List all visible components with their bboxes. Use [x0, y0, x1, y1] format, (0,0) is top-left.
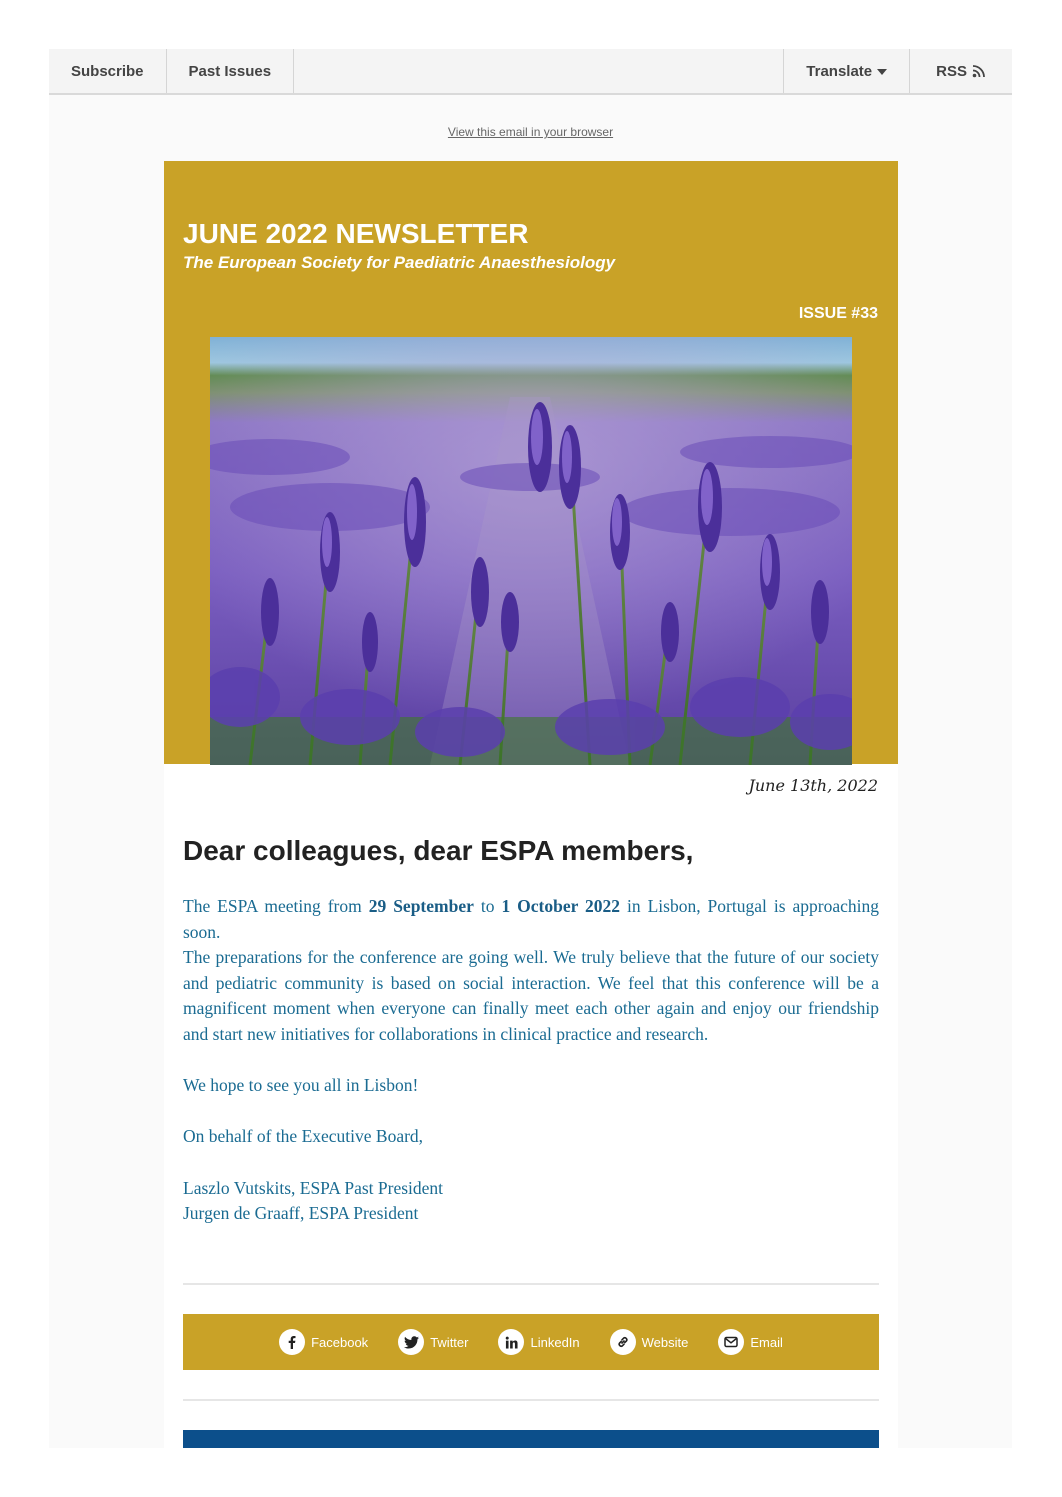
link-icon — [610, 1329, 636, 1355]
newsletter-card — [164, 161, 898, 1448]
social-links-bar — [183, 1314, 879, 1370]
facebook-icon — [279, 1329, 305, 1355]
twitter-link[interactable] — [398, 1329, 468, 1355]
paragraph-gap — [183, 1099, 879, 1125]
email-label: Email — [750, 1334, 783, 1350]
paragraph-gap — [183, 1048, 879, 1074]
paragraph-meeting — [183, 894, 879, 945]
signature-president: Jurgen de Graaff, ESPA President — [183, 1203, 419, 1224]
divider-bottom — [183, 1399, 879, 1401]
issue-number: ISSUE #33 — [798, 305, 878, 322]
nav-spacer — [294, 49, 784, 93]
newsletter-title: JUNE 2022 NEWSLETTER — [183, 218, 529, 249]
email-link[interactable] — [718, 1329, 783, 1355]
divider-top — [183, 1283, 879, 1285]
signature-past-president: Laszlo Vutskits, ESPA Past President — [183, 1177, 444, 1198]
twitter-icon — [398, 1329, 424, 1355]
translate-dropdown[interactable] — [784, 49, 910, 93]
greeting-heading: Dear colleagues, dear ESPA members, — [183, 835, 694, 866]
meeting-end-date: 1 October 2022 — [501, 896, 621, 916]
newsletter-date: June 13th, 2022 — [748, 776, 878, 795]
website-label: Website — [641, 1334, 689, 1350]
rss-link[interactable] — [910, 49, 1012, 93]
facebook-link[interactable] — [279, 1329, 368, 1355]
twitter-label: Twitter — [430, 1334, 469, 1350]
caret-down-icon — [877, 69, 887, 75]
view-in-browser-link[interactable]: View this email in your browser — [447, 125, 614, 139]
letter-body — [183, 894, 879, 1227]
past-issues-link[interactable]: Past Issues — [167, 49, 295, 93]
meeting-start-date: 29 September — [368, 896, 474, 916]
next-section-band — [183, 1430, 879, 1448]
rss-icon — [972, 64, 986, 78]
paragraph-preparations: The preparations for the conference are going well. We truly believe that the future of our society and pediatric community is based on social interaction. We feel that this conference will be a magnificent moment when everyone can finally meet each other again and enjoy our friendship and start new initiatives for collaborations in clinical practice and research. — [183, 947, 879, 1044]
email-frame — [49, 49, 1012, 1448]
newsletter-header — [164, 161, 898, 764]
p1-text-b: to — [473, 896, 502, 916]
paragraph-behalf: On behalf of the Executive Board, — [183, 1126, 424, 1147]
top-nav — [49, 49, 1012, 95]
paragraph-hope: We hope to see you all in Lisbon! — [183, 1075, 419, 1096]
facebook-label: Facebook — [311, 1334, 369, 1350]
paragraph-gap — [183, 1150, 879, 1176]
linkedin-icon — [498, 1329, 524, 1355]
linkedin-label: LinkedIn — [530, 1334, 580, 1350]
p1-text-c: in Lisbon, Portugal is approaching soon. — [183, 896, 879, 942]
translate-label: Translate — [806, 62, 873, 80]
website-link[interactable] — [610, 1329, 689, 1355]
linkedin-link[interactable] — [498, 1329, 579, 1355]
lavender-field-image — [210, 337, 852, 765]
subscribe-link[interactable]: Subscribe — [49, 49, 167, 93]
newsletter-subtitle: The European Society for Paediatric Anaesthesiology — [183, 253, 616, 272]
p1-text-a: The ESPA meeting from — [183, 896, 369, 916]
rss-label: RSS — [936, 62, 967, 80]
email-icon — [718, 1329, 744, 1355]
